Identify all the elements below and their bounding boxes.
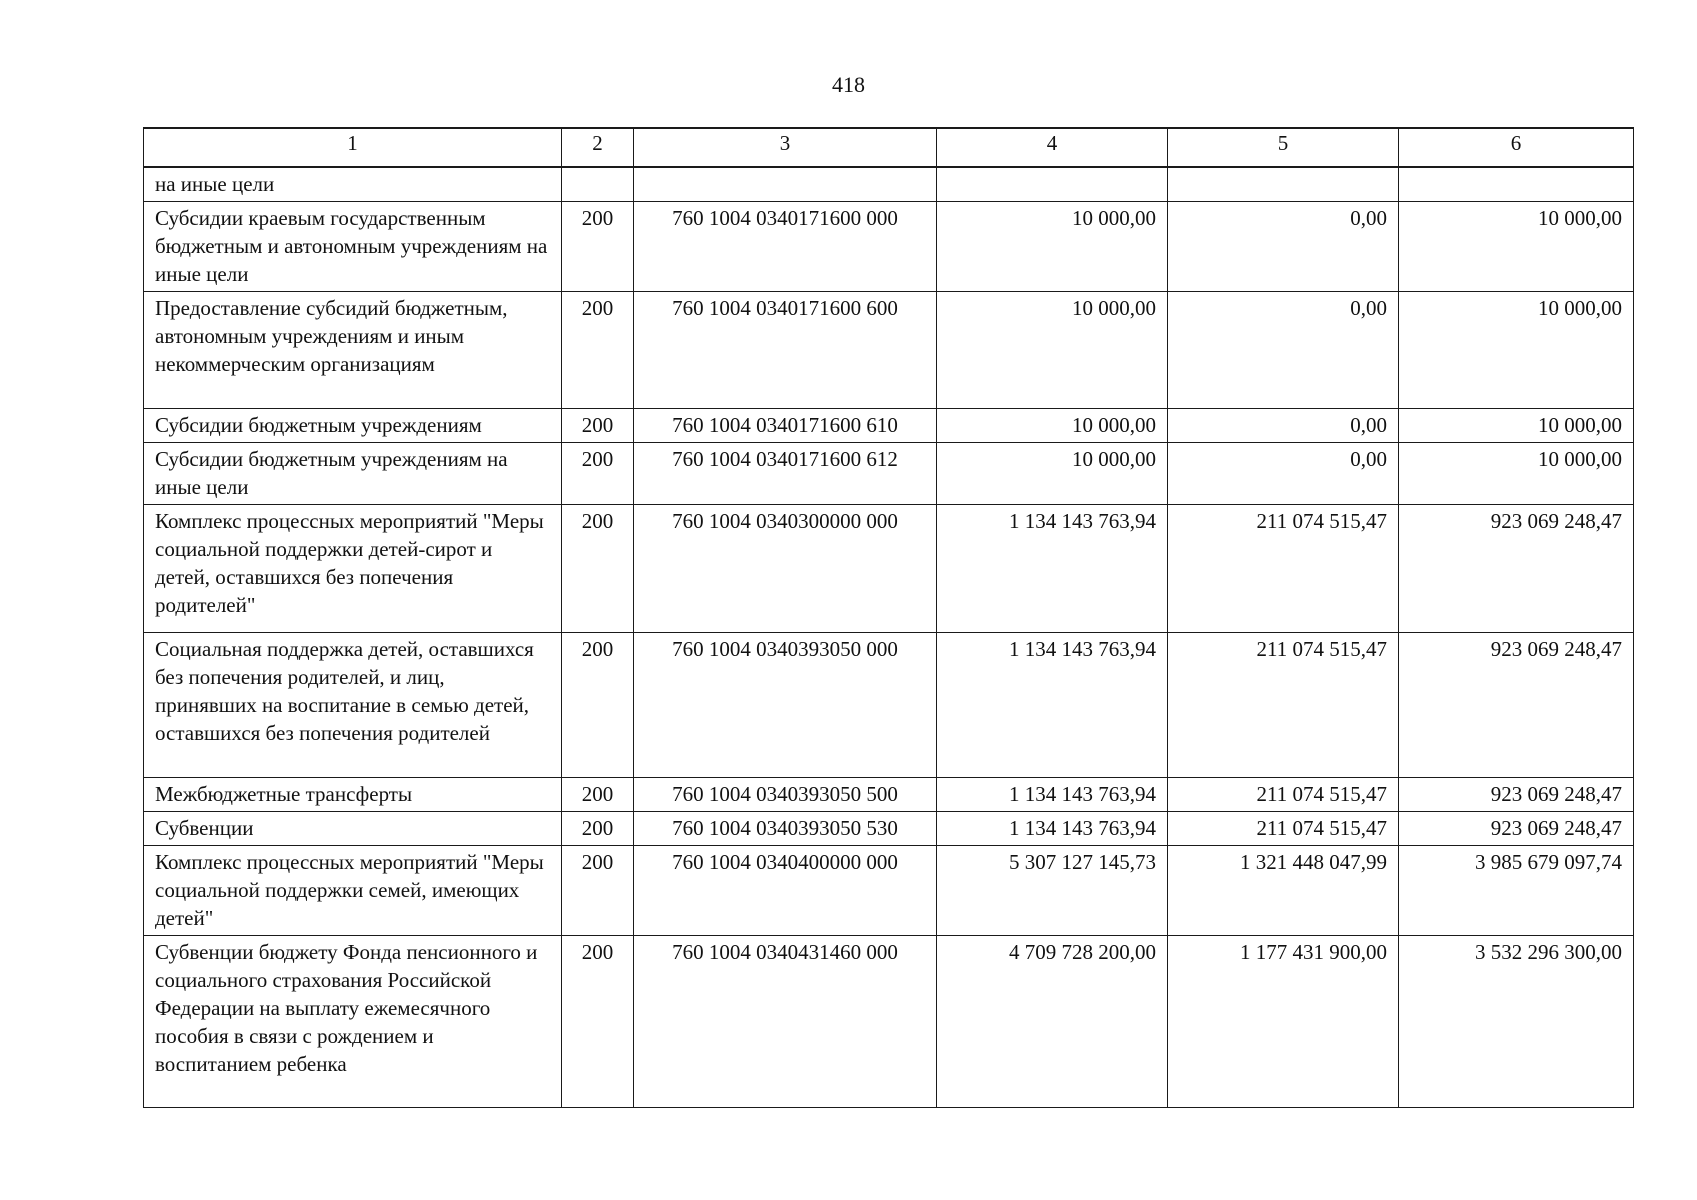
code-cell: 200 — [562, 778, 634, 812]
item-name: Субвенции — [144, 812, 562, 846]
amount-col4: 10 000,00 — [937, 202, 1168, 292]
budget-classification-cell: 760 1004 0340393050 000 — [634, 633, 937, 778]
amount-col4: 10 000,00 — [937, 292, 1168, 409]
amount-col6: 923 069 248,47 — [1399, 633, 1634, 778]
code-cell: 200 — [562, 443, 634, 505]
amount-col5 — [1168, 167, 1399, 202]
table-row — [144, 292, 1634, 409]
column-header: 4 — [937, 128, 1168, 167]
budget-classification-cell: 760 1004 0340393050 500 — [634, 778, 937, 812]
code-cell: 200 — [562, 202, 634, 292]
amount-col4: 1 134 143 763,94 — [937, 812, 1168, 846]
amount-col4: 10 000,00 — [937, 409, 1168, 443]
column-header: 6 — [1399, 128, 1634, 167]
amount-col4 — [937, 167, 1168, 202]
amount-col6: 10 000,00 — [1399, 292, 1634, 409]
amount-col5: 0,00 — [1168, 443, 1399, 505]
budget-classification-cell — [634, 167, 937, 202]
amount-col4: 1 134 143 763,94 — [937, 505, 1168, 633]
item-name: Субсидии краевым государственным бюджетным и автономным учреждениям на иные цели — [144, 202, 562, 292]
budget-classification-cell: 760 1004 0340171600 600 — [634, 292, 937, 409]
budget-classification-cell: 760 1004 0340171600 610 — [634, 409, 937, 443]
amount-col6: 3 985 679 097,74 — [1399, 846, 1634, 936]
budget-table — [143, 127, 1634, 1108]
amount-col6: 923 069 248,47 — [1399, 505, 1634, 633]
column-header: 3 — [634, 128, 937, 167]
code-cell: 200 — [562, 812, 634, 846]
amount-col4: 10 000,00 — [937, 443, 1168, 505]
item-name: Комплекс процессных мероприятий "Меры социальной поддержки детей-сирот и детей, оставшихся без попечения родителей" — [144, 505, 562, 633]
budget-classification-cell: 760 1004 0340400000 000 — [634, 846, 937, 936]
code-cell — [562, 167, 634, 202]
code-cell: 200 — [562, 633, 634, 778]
page-number: 418 — [832, 72, 865, 97]
item-name: Субвенции бюджету Фонда пенсионного и социального страхования Российской Федерации на выплату ежемесячного пособия в связи с рождением и воспитанием ребенка — [144, 936, 562, 1108]
table-row — [144, 202, 1634, 292]
table-row — [144, 633, 1634, 778]
table-row — [144, 936, 1634, 1108]
item-name: Субсидии бюджетным учреждениям на иные цели — [144, 443, 562, 505]
item-name: Комплекс процессных мероприятий "Меры социальной поддержки семей, имеющих детей" — [144, 846, 562, 936]
amount-col5: 211 074 515,47 — [1168, 778, 1399, 812]
column-header: 1 — [144, 128, 562, 167]
amount-col5: 0,00 — [1168, 202, 1399, 292]
budget-classification-cell: 760 1004 0340171600 612 — [634, 443, 937, 505]
budget-classification-cell: 760 1004 0340431460 000 — [634, 936, 937, 1108]
amount-col4: 5 307 127 145,73 — [937, 846, 1168, 936]
table-row — [144, 409, 1634, 443]
code-cell: 200 — [562, 505, 634, 633]
budget-classification-cell: 760 1004 0340171600 000 — [634, 202, 937, 292]
amount-col4: 4 709 728 200,00 — [937, 936, 1168, 1108]
item-name: Предоставление субсидий бюджетным, автономным учреждениям и иным некоммерческим организациям — [144, 292, 562, 409]
item-name: на иные цели — [144, 167, 562, 202]
amount-col6: 10 000,00 — [1399, 443, 1634, 505]
amount-col6: 10 000,00 — [1399, 409, 1634, 443]
amount-col4: 1 134 143 763,94 — [937, 778, 1168, 812]
table-row — [144, 443, 1634, 505]
amount-col6: 923 069 248,47 — [1399, 812, 1634, 846]
amount-col4: 1 134 143 763,94 — [937, 633, 1168, 778]
table-row — [144, 846, 1634, 936]
budget-classification-cell: 760 1004 0340300000 000 — [634, 505, 937, 633]
amount-col5: 211 074 515,47 — [1168, 812, 1399, 846]
table-header — [144, 128, 1634, 167]
table-row — [144, 812, 1634, 846]
code-cell: 200 — [562, 292, 634, 409]
column-header: 2 — [562, 128, 634, 167]
column-header: 5 — [1168, 128, 1399, 167]
amount-col6: 3 532 296 300,00 — [1399, 936, 1634, 1108]
amount-col6: 923 069 248,47 — [1399, 778, 1634, 812]
amount-col5: 211 074 515,47 — [1168, 633, 1399, 778]
amount-col5: 0,00 — [1168, 409, 1399, 443]
code-cell: 200 — [562, 409, 634, 443]
budget-classification-cell: 760 1004 0340393050 530 — [634, 812, 937, 846]
table-body — [144, 167, 1634, 1108]
amount-col6: 10 000,00 — [1399, 202, 1634, 292]
amount-col6 — [1399, 167, 1634, 202]
code-cell: 200 — [562, 846, 634, 936]
amount-col5: 1 177 431 900,00 — [1168, 936, 1399, 1108]
header-row — [144, 128, 1634, 167]
code-cell: 200 — [562, 936, 634, 1108]
table-row — [144, 778, 1634, 812]
table-row — [144, 167, 1634, 202]
amount-col5: 0,00 — [1168, 292, 1399, 409]
item-name: Субсидии бюджетным учреждениям — [144, 409, 562, 443]
amount-col5: 1 321 448 047,99 — [1168, 846, 1399, 936]
item-name: Социальная поддержка детей, оставшихся без попечения родителей, и лиц, принявших на воспитание в семью детей, оставшихся без попечения родителей — [144, 633, 562, 778]
item-name: Межбюджетные трансферты — [144, 778, 562, 812]
table-row — [144, 505, 1634, 633]
amount-col5: 211 074 515,47 — [1168, 505, 1399, 633]
